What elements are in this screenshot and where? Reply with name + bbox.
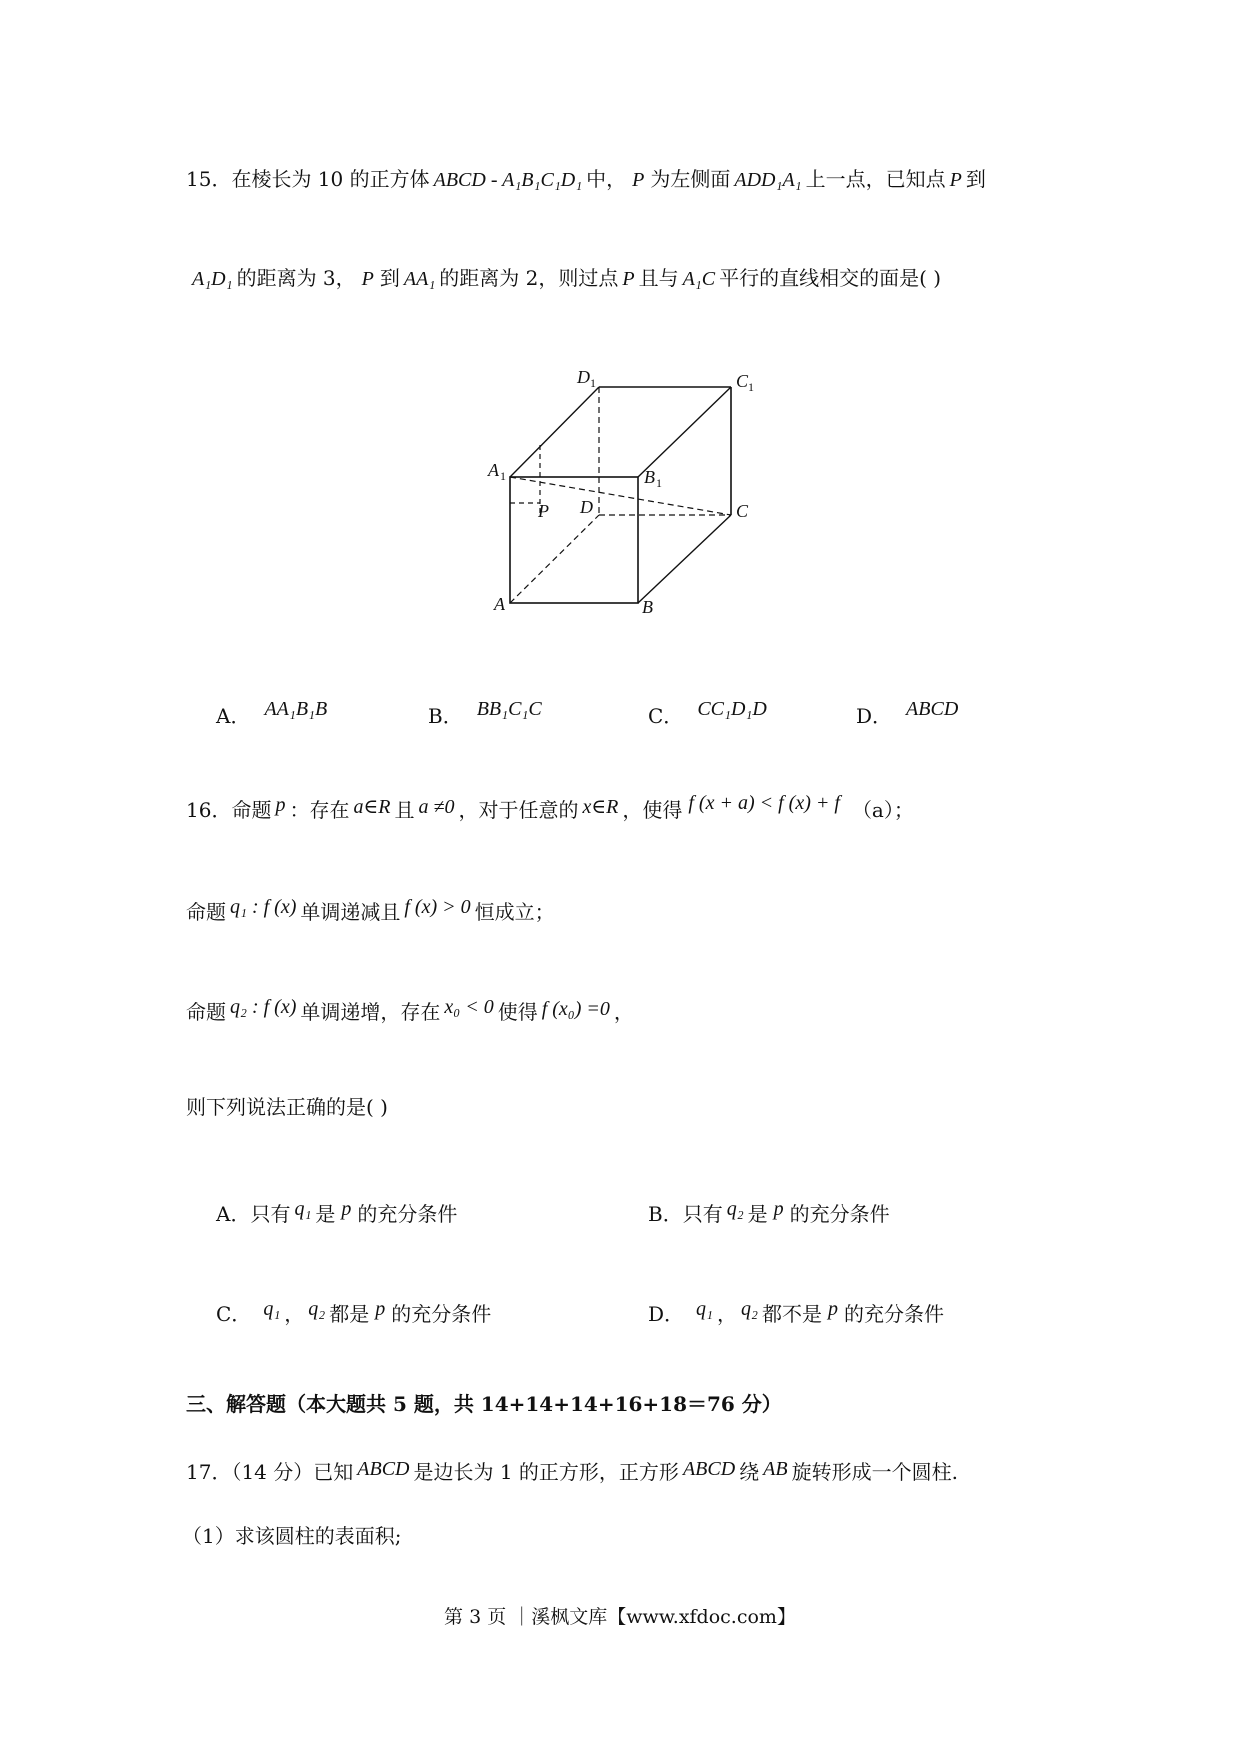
q16-line3-text4: ， bbox=[613, 1000, 634, 1024]
q16-x0-negative: x₀ < 0 bbox=[444, 996, 494, 1018]
option-letter: A． bbox=[216, 704, 251, 728]
option-letter: D． bbox=[856, 704, 893, 728]
q16-line1-text2: ：存在 bbox=[289, 798, 350, 822]
label-c: C bbox=[736, 501, 749, 521]
svg-text:1: 1 bbox=[656, 476, 662, 490]
q16-a-nonzero: a ≠0 bbox=[418, 796, 455, 818]
option-math-p: p bbox=[375, 1298, 386, 1320]
option-math-q: q₂ bbox=[726, 1198, 744, 1220]
q17-line1-text4: 旋转形成一个圆柱. bbox=[791, 1460, 958, 1484]
q16-line1-text3: 且 bbox=[394, 798, 415, 822]
q17-square-abcd2: ABCD bbox=[682, 1458, 736, 1480]
q15-line2-point-p2: P bbox=[622, 268, 635, 290]
q16-line3 bbox=[186, 998, 634, 1027]
q16-option-b bbox=[648, 1198, 890, 1227]
q16-option-a bbox=[216, 1198, 457, 1227]
q15-line1-cube-name: ABCD - A₁B₁C₁D₁ bbox=[433, 169, 583, 191]
q17-line1-text1: 17．（14 分）已知 bbox=[186, 1460, 354, 1484]
option-math-q1: q₁ bbox=[263, 1298, 281, 1320]
q16-option-d bbox=[648, 1298, 944, 1327]
option-text: ， bbox=[284, 1302, 305, 1326]
option-math: CC₁D₁D bbox=[697, 698, 767, 720]
option-text: 是 bbox=[315, 1202, 336, 1226]
q15-line2-text5: 平行的直线相交的面是( ) bbox=[719, 266, 942, 290]
q16-prop-q1: q₁ : f (x) bbox=[230, 896, 297, 918]
option-math-p: p bbox=[827, 1298, 838, 1320]
q16-line2 bbox=[186, 898, 555, 927]
label-a: A bbox=[494, 594, 505, 614]
option-math-q2: q₂ bbox=[308, 1298, 326, 1320]
q16-line2-text2: 单调递减且 bbox=[300, 900, 401, 924]
option-math: AA₁B₁B bbox=[264, 698, 328, 720]
option-text: 的充分条件 bbox=[843, 1302, 944, 1326]
q15-line1-text2: 中， bbox=[586, 167, 627, 191]
q15-cube-figure bbox=[480, 355, 780, 625]
svg-text:1: 1 bbox=[500, 469, 506, 483]
label-c1: C bbox=[736, 371, 749, 391]
q17-line1-text3: 绕 bbox=[739, 1460, 760, 1484]
q16-line1-text4: ，对于任意的 bbox=[458, 798, 579, 822]
q17-line1-text2: 是边长为 1 的正方形，正方形 bbox=[413, 1460, 679, 1484]
option-text: ， bbox=[717, 1302, 737, 1326]
option-text: 是 bbox=[747, 1202, 768, 1226]
q15-option-a bbox=[216, 700, 327, 729]
q16-fx0-zero: f (x₀) =0 bbox=[541, 998, 610, 1020]
q16-line1-text5: ，使得 bbox=[622, 798, 683, 822]
q16-fx-positive: f (x) > 0 bbox=[404, 896, 471, 918]
q16-line3-text2: 单调递增，存在 bbox=[300, 1000, 441, 1024]
q15-line1-text3: 为左侧面 bbox=[650, 167, 731, 191]
q15-line1-text1: 15．在棱长为 10 的正方体 bbox=[186, 167, 430, 191]
option-text: 的充分条件 bbox=[391, 1302, 492, 1326]
q17-square-abcd: ABCD bbox=[357, 1458, 410, 1480]
q15-line2-text2: 到 bbox=[379, 266, 400, 290]
q16-inequality: f (x + a) < f (x) + f bbox=[688, 792, 840, 814]
q16-a-in-r: a∈R bbox=[353, 796, 391, 818]
q16-line1-text1: 16．命题 bbox=[186, 798, 272, 822]
option-text: 只有 bbox=[682, 1202, 723, 1226]
q15-line1 bbox=[186, 165, 986, 194]
label-a1: A bbox=[488, 460, 499, 480]
label-d1: D bbox=[577, 367, 590, 387]
q17-axis-ab: AB bbox=[763, 1458, 788, 1480]
label-d: D bbox=[580, 497, 593, 517]
label-b: B bbox=[642, 597, 653, 617]
q15-line1-text4: 上一点，已知点 bbox=[805, 167, 946, 191]
option-letter: C． bbox=[648, 704, 684, 728]
q16-prop-p: p bbox=[275, 794, 286, 816]
option-letter: A． bbox=[216, 1202, 251, 1226]
option-letter: B． bbox=[428, 704, 463, 728]
q15-line1-face: ADD₁A₁ bbox=[734, 169, 802, 191]
q17-line1 bbox=[186, 1458, 958, 1487]
option-math-q2: q₂ bbox=[741, 1298, 758, 1320]
option-math-p: p bbox=[341, 1198, 352, 1220]
q15-line2-diagonal-a1c: A₁C bbox=[682, 268, 716, 290]
option-math-q: q₁ bbox=[294, 1198, 312, 1220]
option-text: 只有 bbox=[250, 1202, 291, 1226]
q16-prop-q2: q₂ : f (x) bbox=[230, 996, 297, 1018]
q16-line2-text3: 恒成立； bbox=[474, 900, 555, 924]
q15-line2 bbox=[192, 264, 941, 293]
q16-line3-text1: 命题 bbox=[186, 1000, 226, 1024]
option-math: BB₁C₁C bbox=[476, 698, 542, 720]
option-letter: D． bbox=[648, 1302, 685, 1326]
q15-line2-text3: 的距离为 2，则过点 bbox=[439, 266, 619, 290]
q15-line2-text1: 的距离为 3， bbox=[236, 266, 356, 290]
q16-line1-text6: （a）； bbox=[851, 798, 914, 822]
q16-x-in-r: x∈R bbox=[582, 796, 619, 818]
q16-line1 bbox=[186, 792, 914, 825]
q16-line4: 则下列说法正确的是( ) bbox=[186, 1095, 388, 1119]
option-math-q1: q₁ bbox=[696, 1298, 713, 1320]
option-math: ABCD bbox=[906, 698, 959, 720]
q15-line2-text4: 且与 bbox=[638, 266, 679, 290]
option-text: 都是 bbox=[329, 1302, 370, 1326]
option-text: 的充分条件 bbox=[357, 1202, 458, 1226]
q15-line1-text5: 到 bbox=[965, 167, 986, 191]
q15-option-b bbox=[428, 700, 542, 729]
option-letter: C． bbox=[216, 1302, 252, 1326]
q15-line2-edge-aa1: AA₁ bbox=[403, 268, 436, 290]
q16-line2-text1: 命题 bbox=[186, 900, 226, 924]
q15-line2-point-p: P bbox=[361, 268, 374, 290]
option-letter: B． bbox=[648, 1202, 683, 1226]
section3-heading: 三、解答题（本大题共 5 题，共 14+14+14+16+18＝76 分） bbox=[186, 1392, 782, 1416]
q15-line2-edge-a1d1: A₁D₁ bbox=[192, 268, 233, 290]
label-b1: B bbox=[644, 467, 655, 487]
option-math-p: p bbox=[773, 1198, 784, 1220]
label-p: P bbox=[538, 501, 549, 521]
q15-option-c bbox=[648, 700, 767, 729]
option-text: 的充分条件 bbox=[789, 1202, 890, 1226]
q17-line2: （1）求该圆柱的表面积; bbox=[182, 1524, 402, 1548]
q16-option-c bbox=[216, 1298, 491, 1327]
q15-line1-point-p: P bbox=[632, 169, 645, 191]
svg-text:1: 1 bbox=[748, 380, 754, 394]
q15-line1-point-p2: P bbox=[949, 169, 962, 191]
option-text: 都不是 bbox=[761, 1302, 822, 1326]
q15-option-d bbox=[856, 700, 958, 729]
q16-line3-text3: 使得 bbox=[497, 1000, 538, 1024]
svg-text:1: 1 bbox=[590, 376, 596, 390]
page-footer: 第 3 页 ｜溪枫文库【www.xfdoc.com】 bbox=[444, 1606, 796, 1628]
